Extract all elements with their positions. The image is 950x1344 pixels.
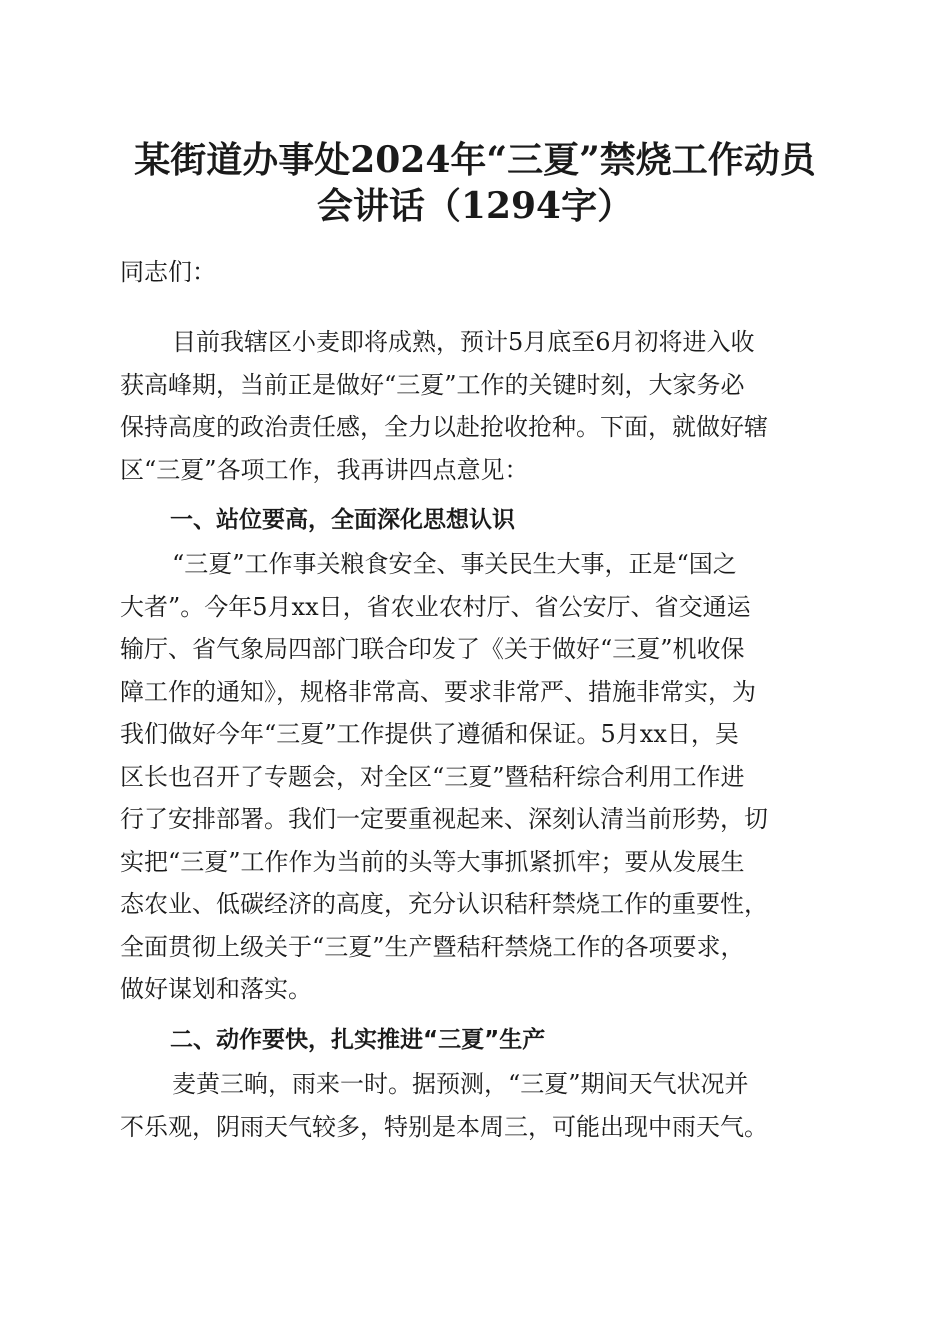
paragraph-2-line: 大者”。今年5月xx日，省农业农村厅、省公安厅、省交通运 (120, 593, 751, 621)
paragraph-2-line: 行了安排部署。我们一定要重视起来、深刻认清当前形势，切 (120, 805, 768, 833)
paragraph-2-line: 障工作的通知》，规格非常高、要求非常严、措施非常实，为 (120, 678, 756, 706)
paragraph-2-line: 做好谋划和落实。 (120, 975, 312, 1003)
paragraph-2-line: “三夏”工作事关粮食安全、事关民生大事，正是“国之 (172, 550, 737, 578)
paragraph-2-line: 输厅、省气象局四部门联合印发了《关于做好“三夏”机收保 (120, 635, 745, 663)
paragraph-1-line: 目前我辖区小麦即将成熟，预计5月底至6月初将进入收 (172, 328, 755, 356)
salutation: 同志们： (120, 258, 216, 286)
paragraph-1-line: 获高峰期，当前正是做好“三夏”工作的关键时刻，大家务必 (120, 371, 745, 399)
section-heading-2: 二、动作要快，扎实推进“三夏”生产 (170, 1027, 546, 1053)
paragraph-2-line: 态农业、低碳经济的高度，充分认识秸秆禁烧工作的重要性， (120, 890, 768, 918)
paragraph-3-line: 麦黄三晌，雨来一时。据预测，“三夏”期间天气状况并 (172, 1070, 749, 1098)
paragraph-2-line: 实把“三夏”工作作为当前的头等大事抓紧抓牢；要从发展生 (120, 848, 745, 876)
paragraph-2-line: 全面贯彻上级关于“三夏”生产暨秸秆禁烧工作的各项要求， (120, 933, 745, 961)
document-title-line-2: 会讲话（1294字） (316, 185, 634, 227)
paragraph-2-line: 区长也召开了专题会，对全区“三夏”暨秸秆综合利用工作进 (120, 763, 745, 791)
document-title-line-1: 某街道办事处2024年“三夏”禁烧工作动员 (134, 139, 816, 181)
paragraph-3-line: 不乐观，阴雨天气较多，特别是本周三，可能出现中雨天气。 (120, 1113, 768, 1141)
paragraph-1-line: 区“三夏”各项工作，我再讲四点意见： (120, 456, 529, 484)
paragraph-2-line: 我们做好今年“三夏”工作提供了遵循和保证。5月xx日，吴 (120, 720, 739, 748)
paragraph-1-line: 保持高度的政治责任感，全力以赴抢收抢种。下面，就做好辖 (120, 413, 768, 441)
section-heading-1: 一、站位要高，全面深化思想认识 (170, 507, 515, 533)
